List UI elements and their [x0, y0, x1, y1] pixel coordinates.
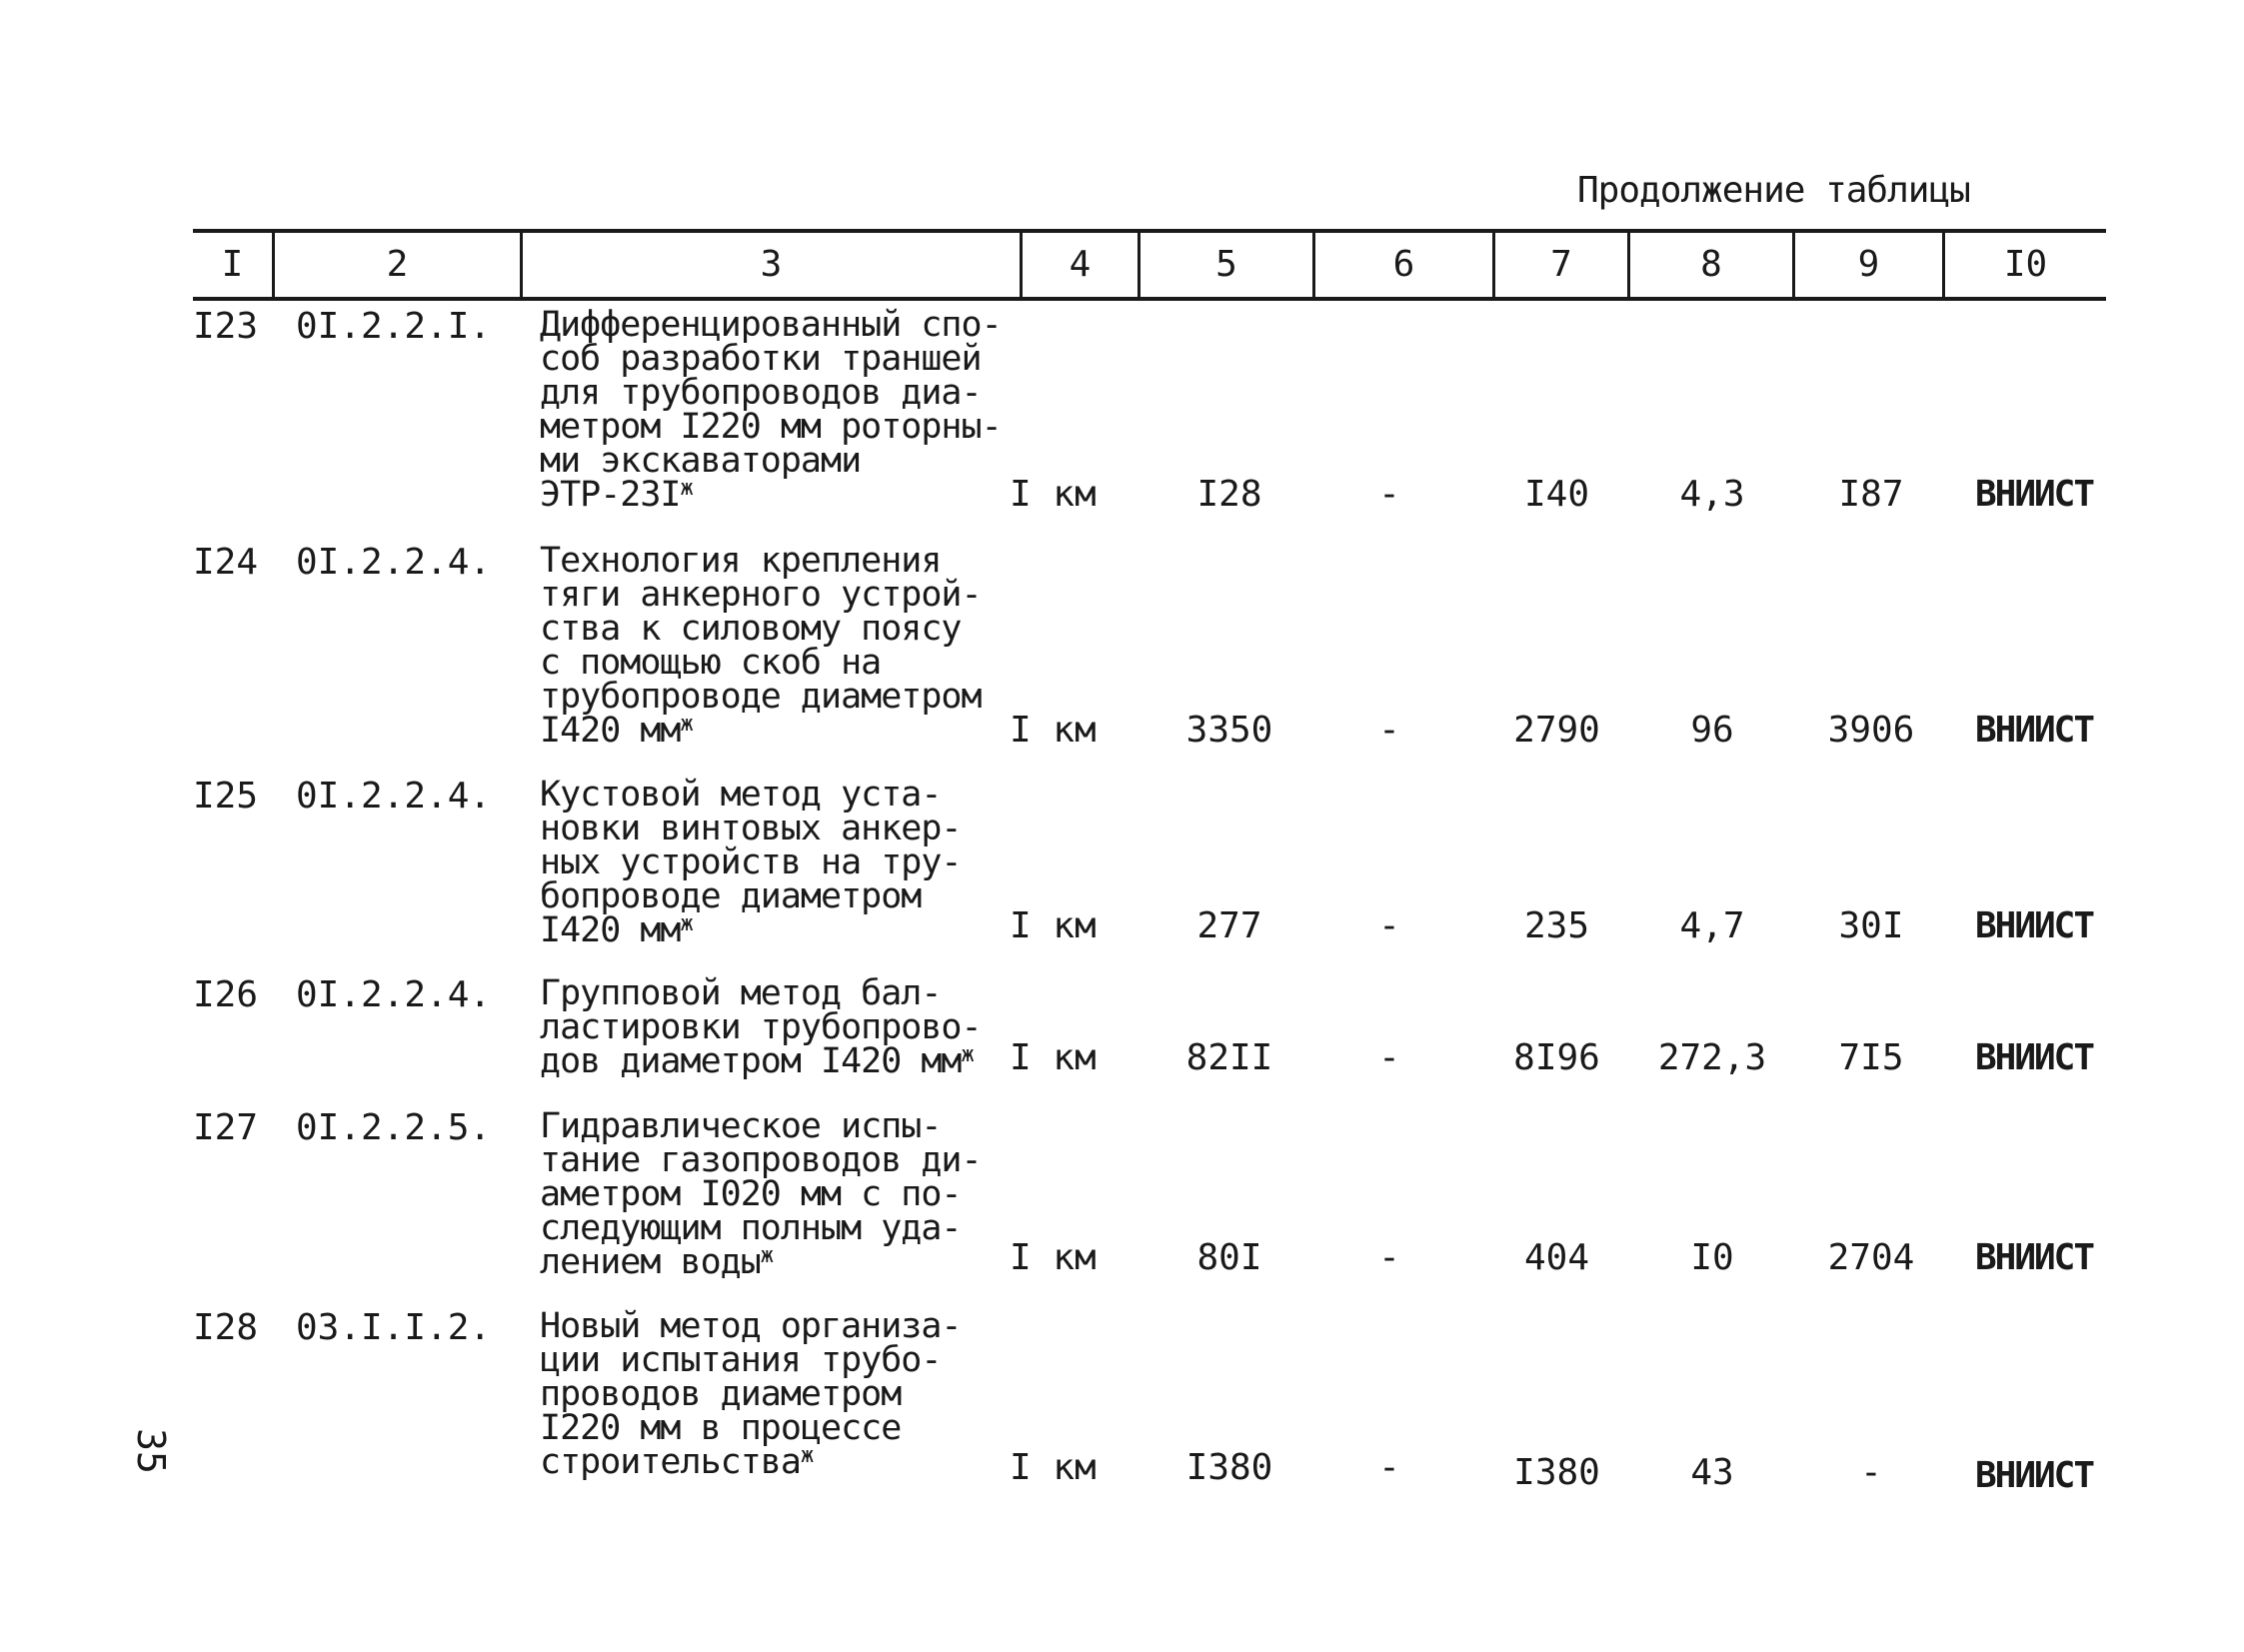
- table-row: [0, 1107, 2244, 1297]
- row-description: [540, 541, 1020, 751]
- row-col9: I87: [1838, 474, 1904, 515]
- row-organization: ВНИИСТ: [1974, 710, 2094, 751]
- row-description: [540, 1306, 1020, 1482]
- row-code: 03.I.I.2.: [296, 1307, 492, 1348]
- row-code: 0I.2.2.5.: [296, 1107, 492, 1148]
- description-line: Гидравлическое испы-: [540, 1106, 942, 1146]
- row-col5: 82II: [1185, 1037, 1273, 1078]
- row-col7: I40: [1523, 474, 1590, 515]
- row-organization: ВНИИСТ: [1974, 474, 2094, 515]
- row-organization: ВНИИСТ: [1974, 1237, 2094, 1278]
- header-cell: 8: [1700, 244, 1722, 285]
- row-col6: -: [1378, 905, 1400, 946]
- description-line: бопроводе диаметром: [540, 876, 922, 916]
- row-col7: 2790: [1513, 710, 1600, 751]
- description-line: ми экскаваторами: [540, 441, 862, 481]
- row-number: I24: [193, 542, 259, 583]
- description-line: соб разработки траншей: [540, 339, 982, 379]
- description-line-last: дов диаметром I420 $мм^ж$: [540, 1041, 974, 1081]
- footnote-mark: ж: [961, 1042, 974, 1067]
- description-line: новки винтовых анкер-: [540, 809, 962, 848]
- row-col6: -: [1378, 1237, 1400, 1278]
- row-organization: ВНИИСТ: [1974, 905, 2094, 946]
- description-line: Кустовой метод уста-: [540, 775, 942, 815]
- header-cell: 3: [760, 244, 783, 285]
- row-col9: -: [1860, 1452, 1882, 1493]
- description-line: метром I220 мм роторны-: [540, 407, 1002, 447]
- row-number: I25: [193, 776, 259, 817]
- table-rule-bottom: [193, 297, 2106, 301]
- row-organization: ВНИИСТ: [1974, 1455, 2094, 1496]
- row-col7: I380: [1513, 1452, 1600, 1493]
- description-line: Групповой метод бал-: [540, 973, 942, 1013]
- description-line: Дифференцированный спо-: [540, 305, 1002, 345]
- row-col7: 235: [1523, 905, 1590, 946]
- row-col8: 4,3: [1679, 474, 1745, 515]
- row-unit: I км: [1010, 1447, 1097, 1488]
- description-line: следующим полным уда-: [540, 1208, 962, 1248]
- description-line: ции испытания трубо-: [540, 1340, 942, 1380]
- description-line: ных устройств на тру-: [540, 842, 962, 882]
- row-col9: 30I: [1838, 905, 1904, 946]
- table-row: [0, 974, 2244, 1094]
- row-col5: 80I: [1196, 1237, 1262, 1278]
- description-line-last: I420 $мм^ж$: [540, 910, 693, 950]
- row-number: I23: [193, 306, 259, 347]
- row-code: 0I.2.2.4.: [296, 974, 492, 1015]
- row-unit: I км: [1010, 1037, 1097, 1078]
- row-col8: 4,7: [1679, 905, 1745, 946]
- row-col5: 3350: [1185, 710, 1273, 751]
- footnote-mark: ж: [760, 1243, 774, 1268]
- header-cell: 6: [1392, 244, 1415, 285]
- row-organization: ВНИИСТ: [1974, 1037, 2094, 1078]
- footnote-mark: ж: [680, 911, 693, 936]
- description-line-last: I420 $мм^ж$: [540, 711, 693, 751]
- table-row: [0, 776, 2244, 965]
- row-description: [540, 305, 1020, 515]
- row-col6: -: [1378, 1037, 1400, 1078]
- row-description: [540, 973, 1020, 1081]
- row-code: 0I.2.2.4.: [296, 542, 492, 583]
- table-caption: Продолжение таблицы: [1577, 170, 1970, 211]
- description-line: аметром I020 мм с по-: [540, 1174, 962, 1214]
- description-line: тяги анкерного устрой-: [540, 575, 982, 615]
- row-description: [540, 775, 1020, 950]
- table-row: [0, 1307, 2244, 1507]
- row-unit: I км: [1010, 1237, 1097, 1278]
- header-cell: I0: [2003, 244, 2048, 285]
- row-code: 0I.2.2.4.: [296, 776, 492, 817]
- description-line: Технология крепления: [540, 541, 942, 581]
- description-line-last: лением воды$^ж$: [540, 1242, 774, 1282]
- header-cell: 7: [1550, 244, 1572, 285]
- row-col9: 7I5: [1838, 1037, 1904, 1078]
- page-number: 35: [128, 1428, 173, 1474]
- row-col6: -: [1378, 474, 1400, 515]
- row-col5: 277: [1196, 905, 1262, 946]
- row-number: I27: [193, 1107, 259, 1148]
- footnote-mark: ж: [800, 1443, 814, 1468]
- row-number: I26: [193, 974, 259, 1015]
- header-cell: I: [221, 244, 244, 285]
- description-line: тание газопроводов ди-: [540, 1140, 982, 1180]
- table-rule-top: [193, 229, 2106, 233]
- footnote-mark: ж: [680, 712, 693, 737]
- row-col7: 404: [1523, 1237, 1590, 1278]
- row-col8: 272,3: [1657, 1037, 1767, 1078]
- description-line: с помощью скоб на: [540, 643, 882, 683]
- header-cell: 4: [1069, 244, 1092, 285]
- row-unit: I км: [1010, 905, 1097, 946]
- header-cell: 9: [1857, 244, 1880, 285]
- description-line: Новый метод организа-: [540, 1306, 962, 1346]
- description-line: трубопроводе диаметром: [540, 677, 982, 717]
- table-row: [0, 306, 2244, 531]
- description-line: проводов диаметром: [540, 1374, 902, 1414]
- description-line: I220 мм в процессе: [540, 1408, 902, 1448]
- row-unit: I км: [1010, 710, 1097, 751]
- row-number: I28: [193, 1307, 259, 1348]
- row-col9: 3906: [1827, 710, 1915, 751]
- row-col5: I380: [1185, 1447, 1273, 1488]
- row-col7: 8I96: [1513, 1037, 1600, 1078]
- row-col8: 43: [1690, 1452, 1734, 1493]
- row-col9: 2704: [1827, 1237, 1915, 1278]
- description-line-last: строительства$^ж$: [540, 1442, 814, 1482]
- row-col6: -: [1378, 710, 1400, 751]
- row-col5: I28: [1196, 474, 1262, 515]
- row-unit: I км: [1010, 474, 1097, 515]
- description-line-last: ЭТР-$23I^ж$: [540, 475, 693, 515]
- description-line: ства к силовому поясу: [540, 609, 962, 649]
- row-description: [540, 1106, 1020, 1282]
- row-code: 0I.2.2.I.: [296, 306, 492, 347]
- header-cell: 5: [1215, 244, 1237, 285]
- description-line: ластировки трубопрово-: [540, 1007, 982, 1047]
- header-cell: 2: [386, 244, 409, 285]
- description-line: для трубопроводов диа-: [540, 373, 982, 413]
- footnote-mark: ж: [680, 476, 693, 501]
- row-col8: 96: [1690, 710, 1734, 751]
- table-row: [0, 542, 2244, 762]
- row-col8: I0: [1690, 1237, 1734, 1278]
- row-col6: -: [1378, 1447, 1400, 1488]
